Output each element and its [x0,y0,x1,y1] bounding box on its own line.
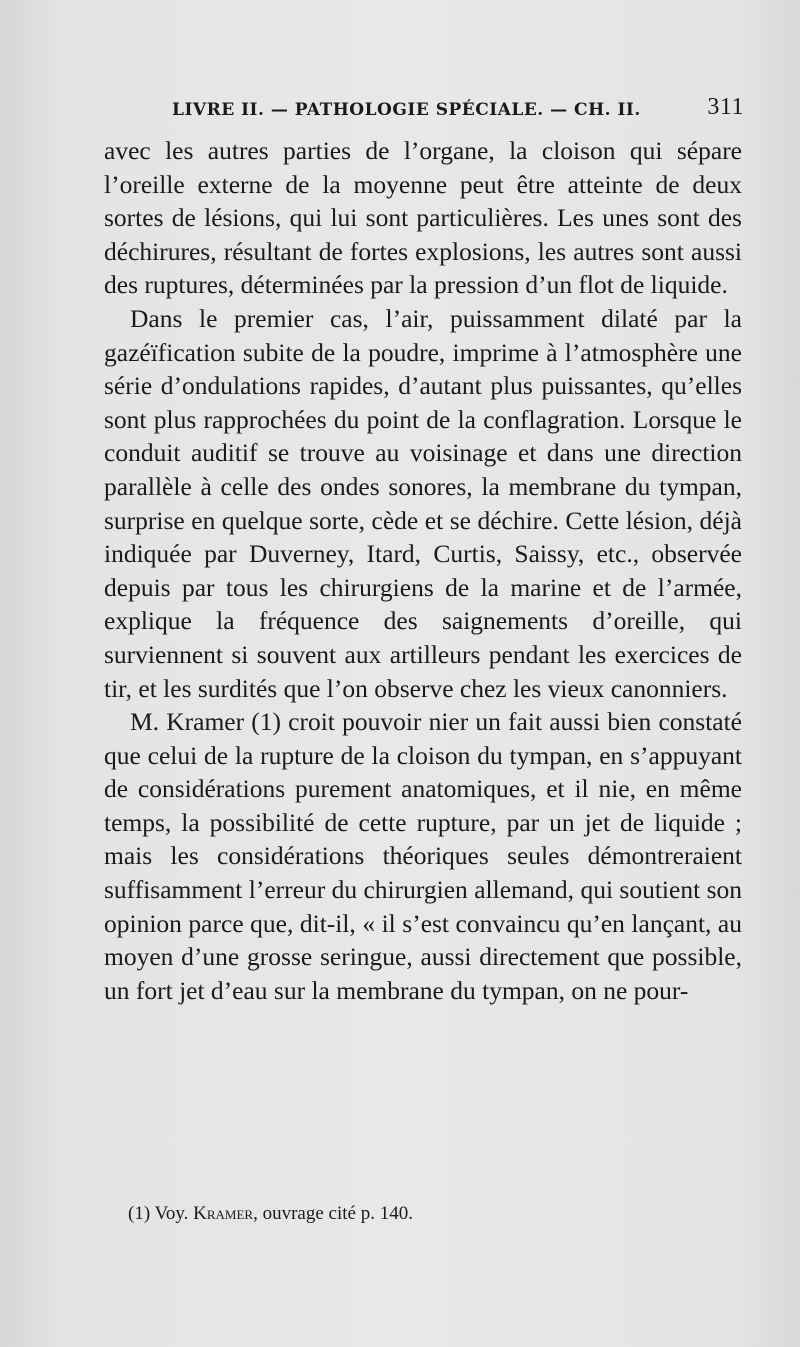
footnote-prefix: Voy. [154,1203,189,1224]
paragraph-kramer: M. Kramer (1) croit pouvoir nier un fait aussi bien constaté que celui de la rupture de la cloison du tympan, en s’appuyant de considérations purement anatomiques, et il nie, en même temps, la possibilité de cette rupture, par un jet de liquide ; mais les considérations théoriques seules démontreraient suffisamment l’erreur du chirurgien allemand, qui soutient son opinion parce que, dit-il, « il s’est convaincu qu’en lançant, au moyen d’une grosse seringue, aussi directement que possible, un fort jet d’eau sur la membrane du tympan, on ne pour- [104,707,742,1005]
footnote [128,1203,688,1225]
footnote-marker: (1) [128,1203,151,1224]
running-title: LIVRE II. — PATHOLOGIE SPÉCIALE. — CH. II. [172,100,641,120]
page-number: 311 [707,94,744,120]
running-head [172,94,744,124]
body-text [104,134,742,1007]
paragraph-continuation: avec les autres parties de l’organe, la cloison qui sépare l’oreille externe de la moyenne peut être atteinte de deux sortes de lésions, qui lui sont particulières. Les unes sont des déchirures, résultant de fortes explosions, les autres sont aussi des ruptures, déterminées par la pression d’un flot de liquide. [104,136,742,300]
footnote-rest: , ouvrage cité p. 140. [253,1203,413,1224]
footnote-author: Kramer [193,1203,254,1224]
paragraph-explosions: Dans le premier cas, l’air, puissamment dilaté par la gazéïfication subite de la poudre, imprime à l’atmosphère une série d’ondulations rapides, d’autant plus puissantes, qu’elles sont plus rapprochées du point de la conflagration. Lorsque le conduit auditif se trouve au voisinage et dans une direction parallèle à celle des ondes sonores, la membrane du tympan, surprise en quelque sorte, cède et se déchire. Cette lésion, déjà indiquée par Duverney, Itard, Curtis, Saissy, etc., observée depuis par tous les chirurgiens de la marine et de l’armée, explique la fréquence des saignements d’oreille, qui surviennent si souvent aux artilleurs pendant les exercices de tir, et les surdités que l’on observe chez les vieux canonniers. [104,303,742,703]
